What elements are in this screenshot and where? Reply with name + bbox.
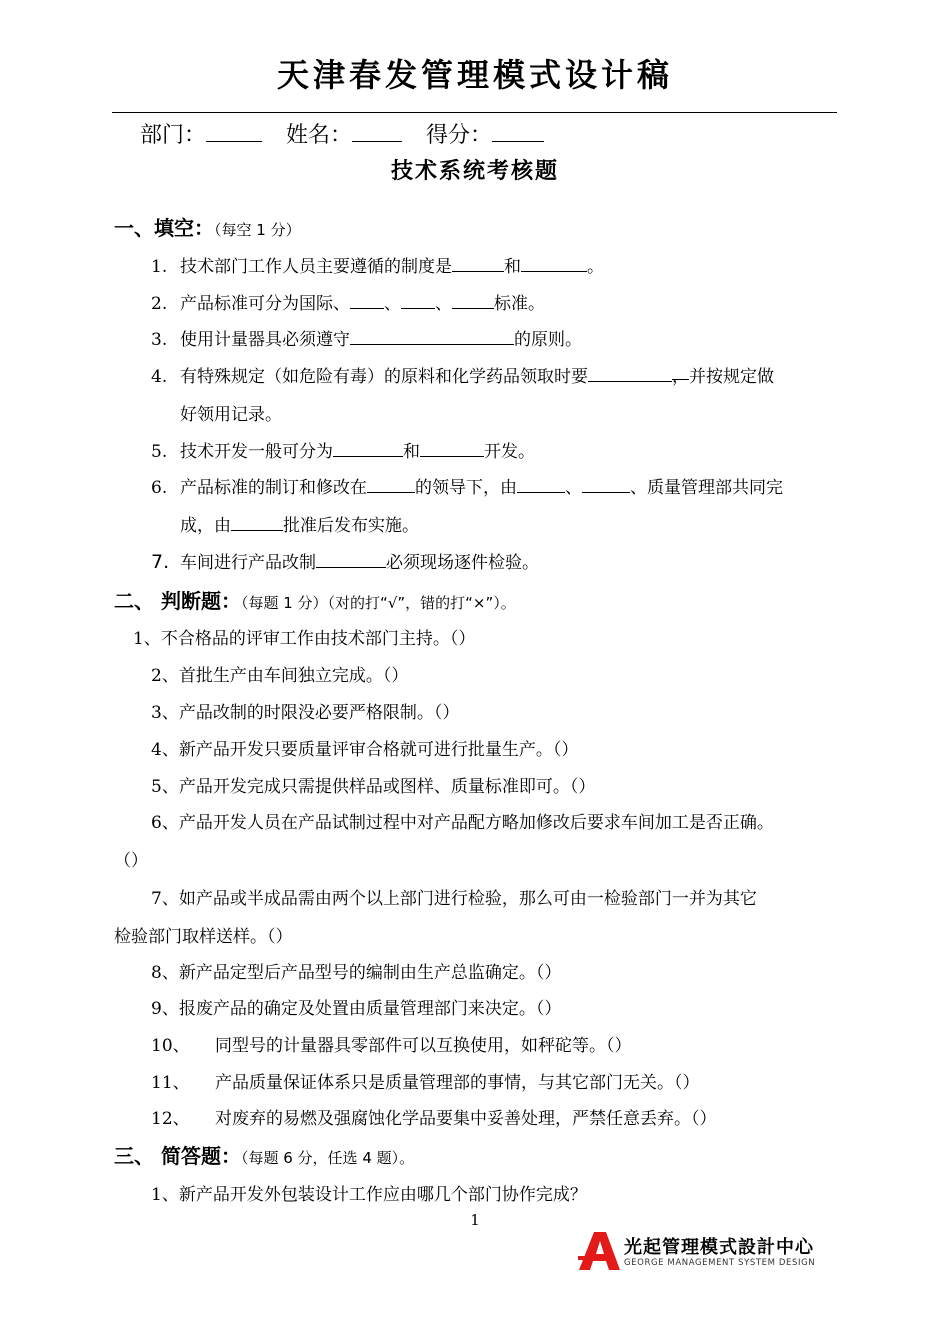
q3-number: 3. xyxy=(151,330,168,350)
q6-blank-1[interactable] xyxy=(367,475,415,493)
q6-text-d: 、质量管理部共同完 xyxy=(630,478,783,498)
q5-text-b: 和 xyxy=(403,442,420,462)
q3-text-b: 的原则。 xyxy=(514,330,582,350)
score-blank[interactable] xyxy=(492,121,544,142)
q2-text-a: 产品标准可分为国际、 xyxy=(180,294,350,314)
short-answer-item-1: 1、新产品开发外包装设计工作应由哪几个部门协作完成？ xyxy=(151,1185,587,1205)
q2-text-c: 、 xyxy=(435,294,452,314)
q7-text-a: 车间进行产品改制 xyxy=(180,553,316,573)
q4-text-c: 并按规定做 xyxy=(689,367,774,387)
judge-item-7: 7、如产品或半成品需由两个以上部门进行检验，那么可由一检验部门一并为其它 xyxy=(151,889,757,909)
section2-heading xyxy=(114,585,516,614)
judge-item-3: 3、产品改制的时限没必要严格限制。（） xyxy=(151,703,460,723)
q4-number: 4. xyxy=(151,367,168,387)
q5-blank-1[interactable] xyxy=(333,439,403,457)
q5-text-a: 技术开发一般可分为 xyxy=(180,442,333,462)
q7-text-b: 必须现场逐件检验。 xyxy=(386,553,539,573)
judge-item-10 xyxy=(151,1031,632,1056)
q7-number: 7. xyxy=(151,551,170,573)
section3-heading xyxy=(114,1140,414,1169)
q4-text-b: ， xyxy=(672,362,689,380)
fill-q1 xyxy=(151,252,604,277)
fill-q2 xyxy=(151,289,545,314)
q4-text-a: 有特殊规定（如危险有毒）的原料和化学药品领取时要 xyxy=(180,367,588,387)
header-rule xyxy=(112,112,837,113)
q1-blank-2[interactable] xyxy=(521,254,587,272)
q1-number: 1. xyxy=(151,257,168,277)
q5-blank-2[interactable] xyxy=(420,439,484,457)
section1-heading-text: 一、填空： xyxy=(114,216,214,240)
q6-blank-2[interactable] xyxy=(517,475,565,493)
document-title: 天津春发管理模式设计稿 xyxy=(276,56,673,94)
q6-blank-4[interactable] xyxy=(231,513,283,531)
q6-blank-3[interactable] xyxy=(582,475,630,493)
exam-subtitle: 技术系统考核题 xyxy=(390,159,559,184)
logo-english-text: GEORGE MANAGEMENT SYSTEM DESIGN xyxy=(624,1258,816,1268)
judge-item-12-number: 12、 xyxy=(151,1109,190,1129)
section3-heading-text: 三、 简答题： xyxy=(114,1144,241,1168)
q2-number: 2. xyxy=(151,294,168,314)
judge-item-5: 5、产品开发完成只需提供样品或图样、质量标准即可。（） xyxy=(151,777,596,797)
q6-number: 6. xyxy=(151,478,168,498)
q3-text-a: 使用计量器具必须遵守 xyxy=(180,330,350,350)
q6-text-a: 产品标准的制订和修改在 xyxy=(180,478,367,498)
name-label: 姓名： xyxy=(286,123,353,148)
section2-heading-text: 二、 判断题： xyxy=(114,589,241,613)
judge-item-1: 1、不合格品的评审工作由技术部门主持。（） xyxy=(133,629,476,649)
page-number: 1 xyxy=(470,1211,480,1229)
judge-item-11-number: 11、 xyxy=(151,1073,190,1093)
q7-blank-1[interactable] xyxy=(316,550,386,568)
fill-q7 xyxy=(151,548,539,573)
info-line xyxy=(140,118,544,149)
section2-note: （每题 1 分）（对的打“√”，错的打“×”）。 xyxy=(240,594,516,612)
q5-text-c: 开发。 xyxy=(484,442,535,462)
judge-item-4: 4、新产品开发只要质量评审合格就可进行批量生产。（） xyxy=(151,740,579,760)
q2-blank-3[interactable] xyxy=(452,291,494,309)
dept-label: 部门： xyxy=(140,123,207,148)
q1-text-b: 和 xyxy=(504,257,521,277)
q6-cont-b: 批准后发布实施。 xyxy=(283,516,419,536)
fill-q6 xyxy=(151,473,783,498)
judge-item-10-number: 10、 xyxy=(151,1036,190,1056)
name-blank[interactable] xyxy=(352,121,402,142)
judge-item-9: 9、报废产品的确定及处置由质量管理部门来决定。（） xyxy=(151,999,562,1019)
fill-q3 xyxy=(151,325,582,350)
section1-heading xyxy=(114,212,301,241)
company-logo xyxy=(578,1232,840,1272)
fill-q6-cont xyxy=(180,511,419,536)
judge-item-6: 6、产品开发人员在产品试制过程中对产品配方略加修改后要求车间加工是否正确。 xyxy=(151,813,774,833)
q2-blank-1[interactable] xyxy=(350,291,384,309)
q4-blank-1[interactable] xyxy=(588,364,672,382)
q1-blank-1[interactable] xyxy=(452,254,504,272)
q6-text-b: 的领导下，由 xyxy=(415,478,517,498)
judge-item-8: 8、新产品定型后产品型号的编制由生产总监确定。（） xyxy=(151,963,562,983)
fill-q4 xyxy=(151,362,774,387)
score-label: 得分： xyxy=(426,123,493,148)
q6-cont-a: 成，由 xyxy=(180,516,231,536)
section1-note: （每空 1 分） xyxy=(214,221,301,239)
q1-text-c: 。 xyxy=(587,257,604,277)
q6-text-c: 、 xyxy=(565,478,582,498)
q2-text-b: 、 xyxy=(384,294,401,314)
logo-a-mark-icon xyxy=(578,1232,620,1270)
q2-text-d: 标准。 xyxy=(494,294,545,314)
section3-note: （每题 6 分，任选 4 题）。 xyxy=(240,1149,415,1167)
judge-item-10-text: 同型号的计量器具零部件可以互换使用，如秤砣等。（） xyxy=(215,1036,632,1056)
fill-q5 xyxy=(151,437,535,462)
judge-item-11-text: 产品质量保证体系只是质量管理部的事情，与其它部门无关。（） xyxy=(215,1073,700,1093)
q5-number: 5. xyxy=(151,442,168,462)
fill-q4-cont: 好领用记录。 xyxy=(180,405,282,425)
q1-text-a: 技术部门工作人员主要遵循的制度是 xyxy=(180,257,452,277)
q2-blank-2[interactable] xyxy=(401,291,435,309)
q3-blank-1[interactable] xyxy=(350,327,514,345)
judge-item-2: 2、首批生产由车间独立完成。（） xyxy=(151,666,409,686)
dept-blank[interactable] xyxy=(206,121,262,142)
judge-item-12-text: 对废弃的易燃及强腐蚀化学品要集中妥善处理，严禁任意丢弃。（） xyxy=(215,1109,717,1129)
judge-item-6-cont: （） xyxy=(114,851,148,871)
logo-chinese-text: 光起管理模式設計中心 xyxy=(624,1237,814,1258)
judge-item-7-cont: 检验部门取样送样。（） xyxy=(114,927,293,947)
judge-item-12 xyxy=(151,1104,717,1129)
judge-item-11 xyxy=(151,1068,700,1093)
